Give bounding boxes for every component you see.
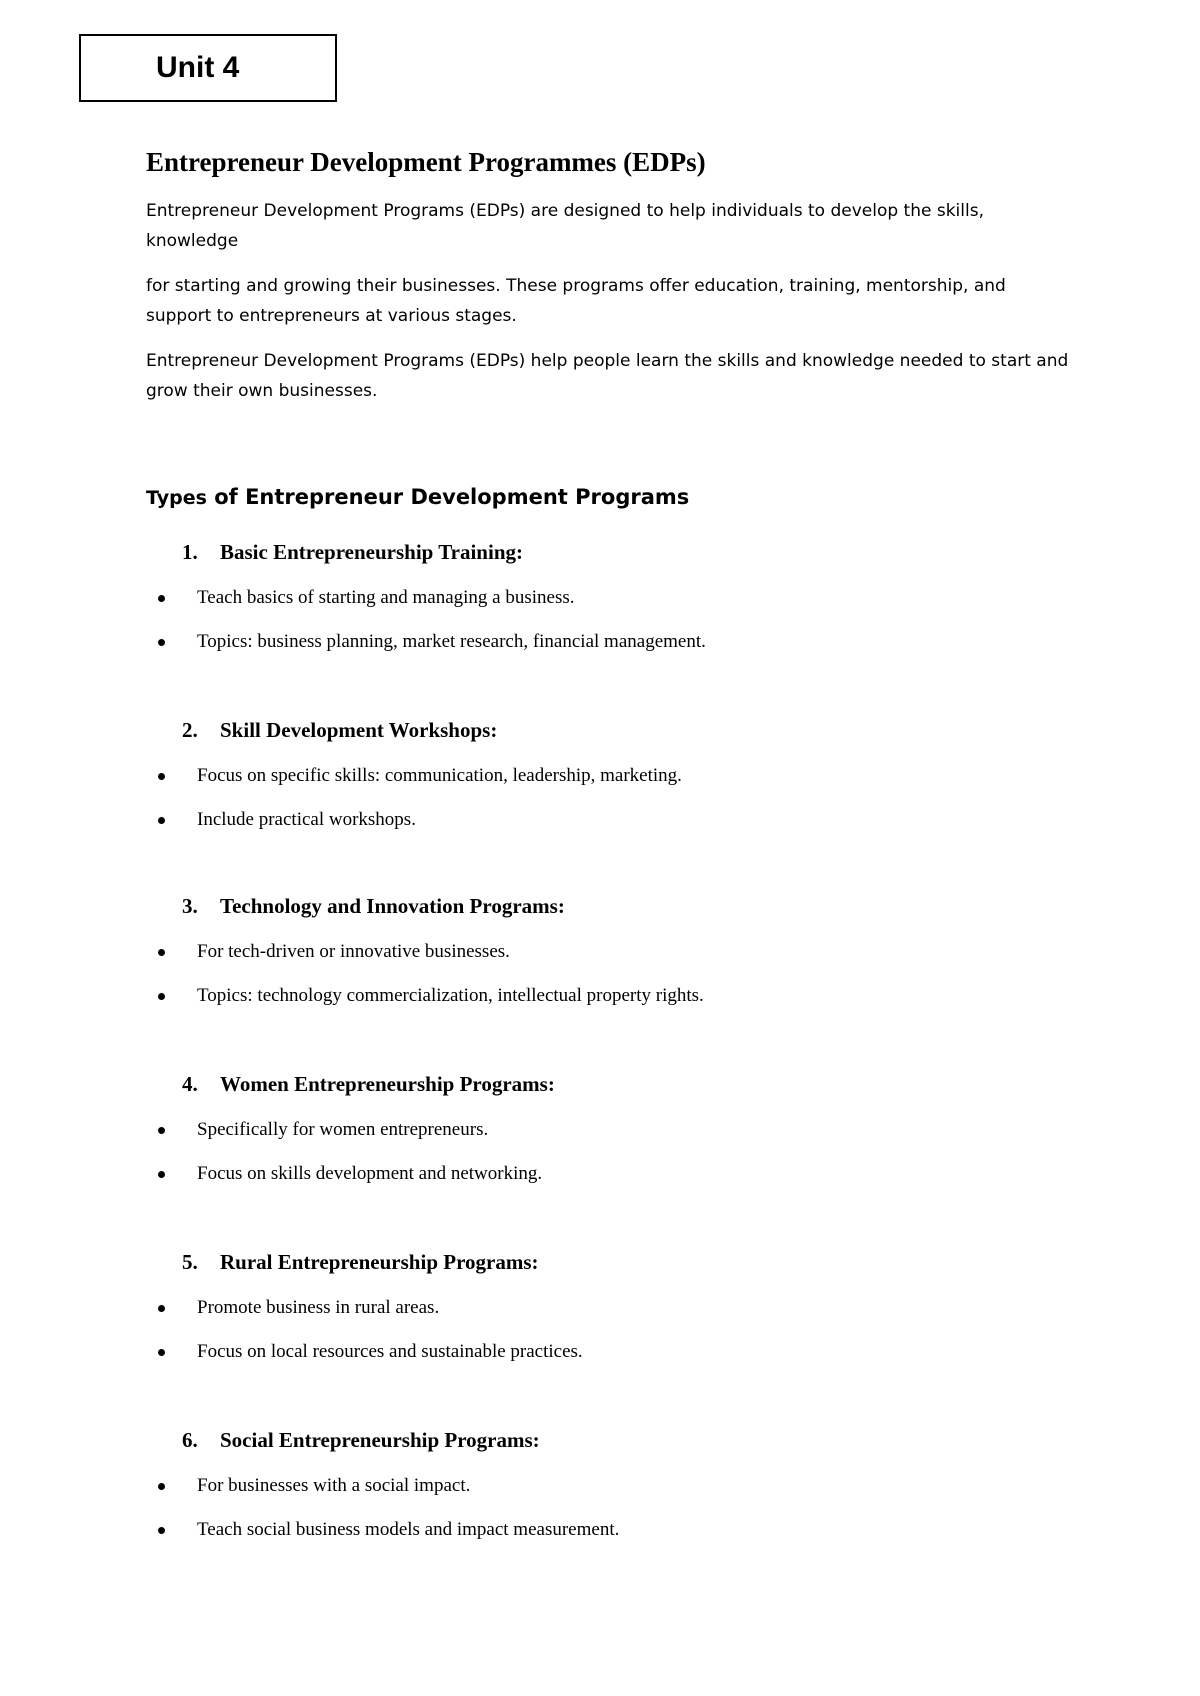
program-title-text: Rural Entrepreneurship Programs: — [220, 1250, 539, 1274]
types-heading-prefix: Types — [146, 487, 207, 509]
bullet-text: Topics: technology commercialization, intellectual property rights. — [197, 985, 704, 1006]
program-number: 3. — [182, 894, 198, 918]
bullet-icon — [158, 817, 165, 824]
program-title-rural-entrepreneurship — [182, 1247, 539, 1277]
program-title-text: Basic Entrepreneurship Training: — [220, 540, 523, 564]
program-title-text: Women Entrepreneurship Programs: — [220, 1072, 555, 1096]
bullet-text: Focus on specific skills: communication, leadership, marketing. — [197, 765, 682, 786]
intro-paragraph-1: Entrepreneur Development Programs (EDPs) are designed to help individuals to develop the skills, knowledge — [146, 201, 984, 251]
bullet-icon — [158, 1349, 165, 1356]
program-title-social-entrepreneurship — [182, 1425, 540, 1455]
document-title: Entrepreneur Development Programmes (EDPs) — [146, 147, 706, 177]
program-number: 2. — [182, 718, 198, 742]
intro-paragraph-3: Entrepreneur Development Programs (EDPs) help people learn the skills and knowledge needed to start and grow their own businesses. — [146, 351, 1069, 401]
program-title-technology-innovation — [182, 891, 565, 921]
bullet-icon — [158, 1305, 165, 1312]
bullet-text: Teach social business models and impact measurement. — [197, 1519, 620, 1540]
program-title-women-entrepreneurship — [182, 1069, 555, 1099]
bullet-text: Focus on skills development and networking. — [197, 1163, 543, 1184]
bullet-text: For tech-driven or innovative businesses. — [197, 941, 510, 962]
bullet-icon — [158, 639, 165, 646]
program-title-text: Technology and Innovation Programs: — [220, 894, 565, 918]
bullet-text: For businesses with a social impact. — [197, 1475, 471, 1496]
bullet-text: Include practical workshops. — [197, 809, 416, 830]
unit-label: Unit 4 — [156, 51, 240, 84]
bullet-icon — [158, 773, 165, 780]
bullet-icon — [158, 1483, 165, 1490]
bullet-text: Teach basics of starting and managing a business. — [197, 587, 575, 608]
program-number: 5. — [182, 1250, 198, 1274]
program-number: 6. — [182, 1428, 198, 1452]
types-heading — [146, 482, 689, 513]
program-number: 1. — [182, 540, 198, 564]
program-title-text: Skill Development Workshops: — [220, 718, 498, 742]
bullet-icon — [158, 1171, 165, 1178]
bullet-text: Topics: business planning, market research, financial management. — [197, 631, 706, 652]
program-number: 4. — [182, 1072, 198, 1096]
program-title-basic-entrepreneurship — [182, 537, 523, 567]
bullet-text: Specifically for women entrepreneurs. — [197, 1119, 489, 1140]
bullet-icon — [158, 595, 165, 602]
unit-box — [79, 34, 337, 102]
bullet-icon — [158, 1127, 165, 1134]
bullet-text: Promote business in rural areas. — [197, 1297, 440, 1318]
bullet-text: Focus on local resources and sustainable practices. — [197, 1341, 583, 1362]
program-title-text: Social Entrepreneurship Programs: — [220, 1428, 540, 1452]
types-heading-rest: of Entrepreneur Development Programs — [206, 485, 690, 509]
program-title-skill-development — [182, 715, 497, 745]
bullet-icon — [158, 993, 165, 1000]
bullet-icon — [158, 1527, 165, 1534]
bullet-icon — [158, 949, 165, 956]
intro-paragraph-2: for starting and growing their businesses. These programs offer education, training, mentorship, and support to entrepreneurs at various stages. — [146, 276, 1006, 326]
